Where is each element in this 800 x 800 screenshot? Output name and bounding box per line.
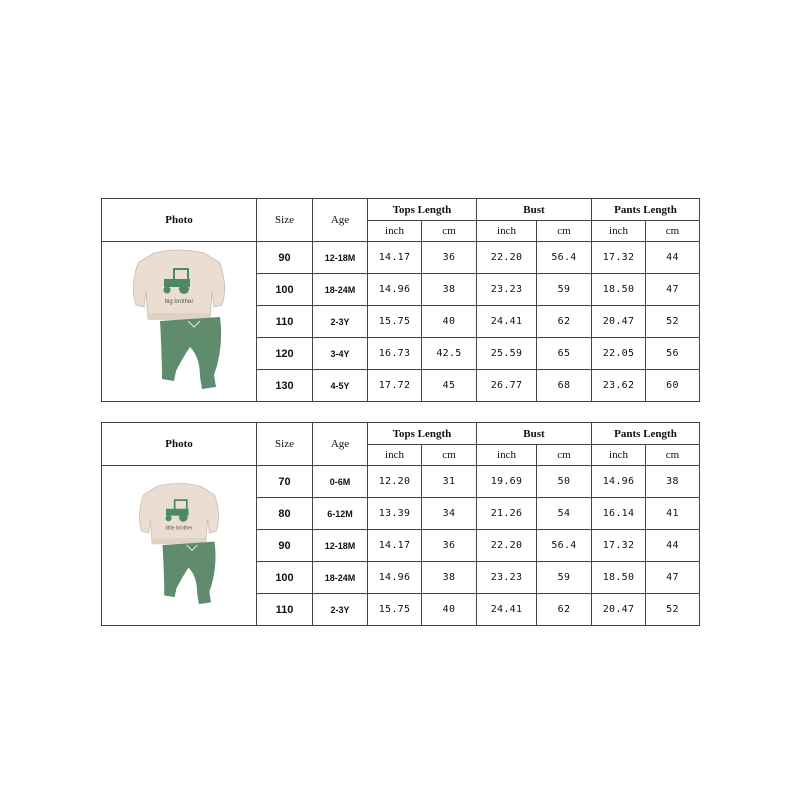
cell-tops-inch: 15.75 [368, 594, 422, 626]
cell-age: 3-4Y [313, 338, 368, 370]
header-inch: inch [368, 221, 422, 242]
cell-size: 110 [257, 594, 313, 626]
cell-age: 2-3Y [313, 306, 368, 338]
cell-size: 80 [257, 498, 313, 530]
cell-pants-inch: 20.47 [592, 306, 646, 338]
cell-size: 130 [257, 370, 313, 402]
cell-tops-cm: 36 [422, 242, 477, 274]
cell-pants-cm: 52 [646, 306, 700, 338]
cell-bust-inch: 22.20 [477, 242, 537, 274]
cell-bust-inch: 22.20 [477, 530, 537, 562]
cell-pants-inch: 22.05 [592, 338, 646, 370]
cell-tops-inch: 14.96 [368, 562, 422, 594]
cell-pants-cm: 56 [646, 338, 700, 370]
cell-pants-inch: 17.32 [592, 242, 646, 274]
cell-bust-inch: 19.69 [477, 466, 537, 498]
header-inch: inch [477, 221, 537, 242]
cell-age: 18-24M [313, 562, 368, 594]
header-photo: Photo [102, 199, 257, 242]
cell-bust-cm: 62 [537, 594, 592, 626]
cell-pants-inch: 23.62 [592, 370, 646, 402]
cell-pants-cm: 38 [646, 466, 700, 498]
cell-tops-inch: 14.17 [368, 242, 422, 274]
cell-tops-inch: 13.39 [368, 498, 422, 530]
cell-tops-inch: 14.17 [368, 530, 422, 562]
cell-size: 90 [257, 530, 313, 562]
cell-bust-cm: 54 [537, 498, 592, 530]
cell-bust-inch: 24.41 [477, 306, 537, 338]
header-photo: Photo [102, 423, 257, 466]
cell-tops-cm: 40 [422, 306, 477, 338]
header-cm: cm [646, 221, 700, 242]
table-row [102, 466, 700, 498]
header-inch: inch [592, 221, 646, 242]
cell-bust-cm: 65 [537, 338, 592, 370]
header-bust: Bust [477, 199, 592, 221]
cell-tops-cm: 36 [422, 530, 477, 562]
cell-tops-cm: 31 [422, 466, 477, 498]
cell-tops-inch: 17.72 [368, 370, 422, 402]
cell-pants-cm: 44 [646, 242, 700, 274]
header-tops-length: Tops Length [368, 199, 477, 221]
cell-age: 4-5Y [313, 370, 368, 402]
header-inch: inch [592, 445, 646, 466]
cell-size: 110 [257, 306, 313, 338]
cell-bust-cm: 50 [537, 466, 592, 498]
cell-tops-inch: 16.73 [368, 338, 422, 370]
cell-age: 6-12M [313, 498, 368, 530]
cell-pants-cm: 44 [646, 530, 700, 562]
cell-tops-cm: 38 [422, 274, 477, 306]
cell-bust-cm: 62 [537, 306, 592, 338]
cell-pants-inch: 18.50 [592, 274, 646, 306]
cell-size: 90 [257, 242, 313, 274]
cell-age: 18-24M [313, 274, 368, 306]
cell-tops-inch: 12.20 [368, 466, 422, 498]
cell-bust-inch: 26.77 [477, 370, 537, 402]
cell-pants-cm: 52 [646, 594, 700, 626]
outfit-image [129, 481, 229, 611]
header-size: Size [257, 423, 313, 466]
product-photo [102, 242, 257, 402]
header-cm: cm [537, 445, 592, 466]
header-age: Age [313, 423, 368, 466]
cell-pants-inch: 16.14 [592, 498, 646, 530]
cell-bust-cm: 56.4 [537, 530, 592, 562]
table-row [102, 242, 700, 274]
cell-age: 12-18M [313, 530, 368, 562]
cell-tops-cm: 42.5 [422, 338, 477, 370]
header-age: Age [313, 199, 368, 242]
cell-tops-cm: 45 [422, 370, 477, 402]
header-cm: cm [422, 221, 477, 242]
header-inch: inch [477, 445, 537, 466]
cell-bust-inch: 21.26 [477, 498, 537, 530]
cell-bust-cm: 68 [537, 370, 592, 402]
cell-bust-inch: 25.59 [477, 338, 537, 370]
outfit-image [124, 247, 234, 397]
cell-pants-inch: 18.50 [592, 562, 646, 594]
header-pants-length: Pants Length [592, 199, 700, 221]
header-size: Size [257, 199, 313, 242]
header-bust: Bust [477, 423, 592, 445]
cell-size: 100 [257, 274, 313, 306]
cell-pants-cm: 47 [646, 562, 700, 594]
product-photo [102, 466, 257, 626]
header-cm: cm [537, 221, 592, 242]
cell-bust-inch: 23.23 [477, 274, 537, 306]
cell-size: 100 [257, 562, 313, 594]
cell-pants-inch: 14.96 [592, 466, 646, 498]
shirt-print-text: big brother [164, 298, 194, 305]
cell-bust-cm: 56.4 [537, 242, 592, 274]
header-tops-length: Tops Length [368, 423, 477, 445]
cell-pants-inch: 17.32 [592, 530, 646, 562]
cell-pants-cm: 60 [646, 370, 700, 402]
header-cm: cm [422, 445, 477, 466]
cell-bust-cm: 59 [537, 562, 592, 594]
cell-bust-inch: 24.41 [477, 594, 537, 626]
size-chart-table-2 [101, 422, 700, 626]
cell-tops-inch: 15.75 [368, 306, 422, 338]
cell-pants-inch: 20.47 [592, 594, 646, 626]
header-inch: inch [368, 445, 422, 466]
cell-age: 12-18M [313, 242, 368, 274]
cell-age: 2-3Y [313, 594, 368, 626]
cell-size: 70 [257, 466, 313, 498]
cell-pants-cm: 47 [646, 274, 700, 306]
shirt-print-text: little brother [165, 525, 193, 532]
cell-tops-inch: 14.96 [368, 274, 422, 306]
cell-tops-cm: 38 [422, 562, 477, 594]
cell-tops-cm: 40 [422, 594, 477, 626]
cell-pants-cm: 41 [646, 498, 700, 530]
cell-bust-inch: 23.23 [477, 562, 537, 594]
header-pants-length: Pants Length [592, 423, 700, 445]
cell-tops-cm: 34 [422, 498, 477, 530]
header-cm: cm [646, 445, 700, 466]
cell-age: 0-6M [313, 466, 368, 498]
cell-size: 120 [257, 338, 313, 370]
size-chart-table-1 [101, 198, 700, 402]
cell-bust-cm: 59 [537, 274, 592, 306]
